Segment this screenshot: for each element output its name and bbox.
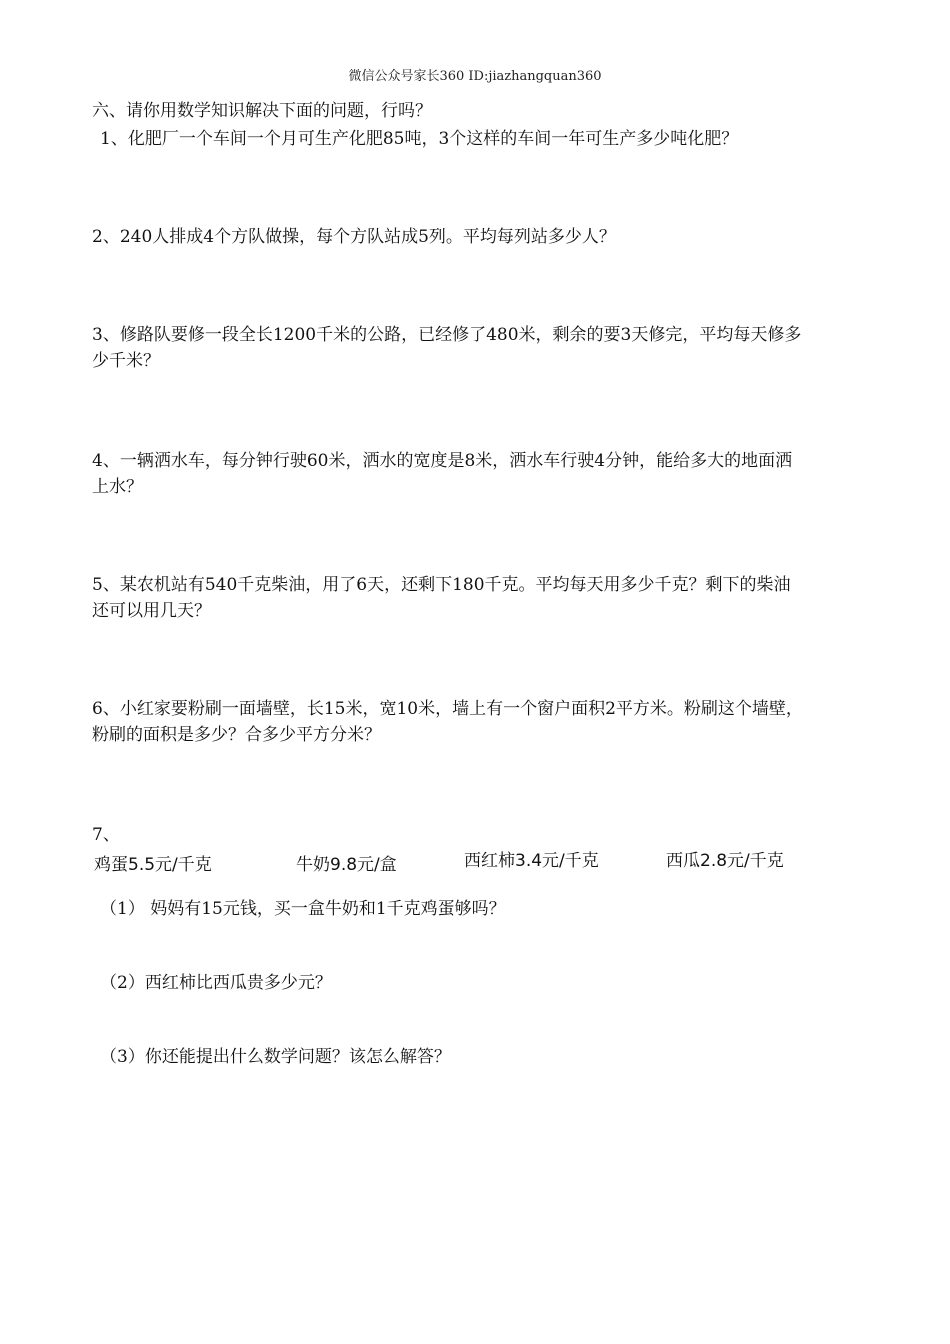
problem-3-line-1: 3、修路队要修一段全长1200千米的公路，已经修了480米，剩余的要3天修完，平均每天修多 [92,325,802,345]
problem-7-question-2: （2）西红柿比西瓜贵多少元？ [100,973,332,993]
problem-6-line-1: 6、小红家要粉刷一面墙壁，长15米，宽10米，墙上有一个窗户面积2平方米。粉刷这个墙壁， [92,699,803,719]
problem-7-question-1: （1） 妈妈有15元钱，买一盒牛奶和1千克鸡蛋够吗？ [100,899,506,919]
problem-7-label: 7、 [92,825,120,845]
problem-2: 2、240人排成4个方队做操，每个方队站成5列。平均每列站多少人？ [92,227,616,247]
watermark-header: 微信公众号家长360 ID:jiazhangquan360 [348,69,602,84]
problem-1: 1、化肥厂一个车间一个月可生产化肥85吨，3个这样的车间一年可生产多少吨化肥？ [100,129,739,149]
problem-3-line-2: 少千米？ [92,351,160,371]
price-item-milk: 牛奶9.8元/盒 [296,855,397,875]
problem-4-line-1: 4、一辆洒水车，每分钟行驶60米，洒水的宽度是8米，洒水车行驶4分钟，能给多大的地面洒 [92,451,793,471]
problem-7-question-3: （3）你还能提出什么数学问题？该怎么解答？ [100,1047,451,1067]
price-item-tomato: 西红柿3.4元/千克 [464,851,599,871]
problem-6-line-2: 粉刷的面积是多少？合多少平方分米？ [92,725,381,745]
section-title: 六、请你用数学知识解决下面的问题，行吗？ [92,101,432,121]
problem-5-line-1: 5、某农机站有540千克柴油，用了6天，还剩下180千克。平均每天用多少千克？剩下的柴油 [92,575,791,595]
price-item-eggs: 鸡蛋5.5元/千克 [94,855,212,875]
price-item-watermelon: 西瓜2.8元/千克 [666,851,784,871]
problem-4-line-2: 上水？ [92,477,143,497]
problem-5-line-2: 还可以用几天？ [92,601,211,621]
